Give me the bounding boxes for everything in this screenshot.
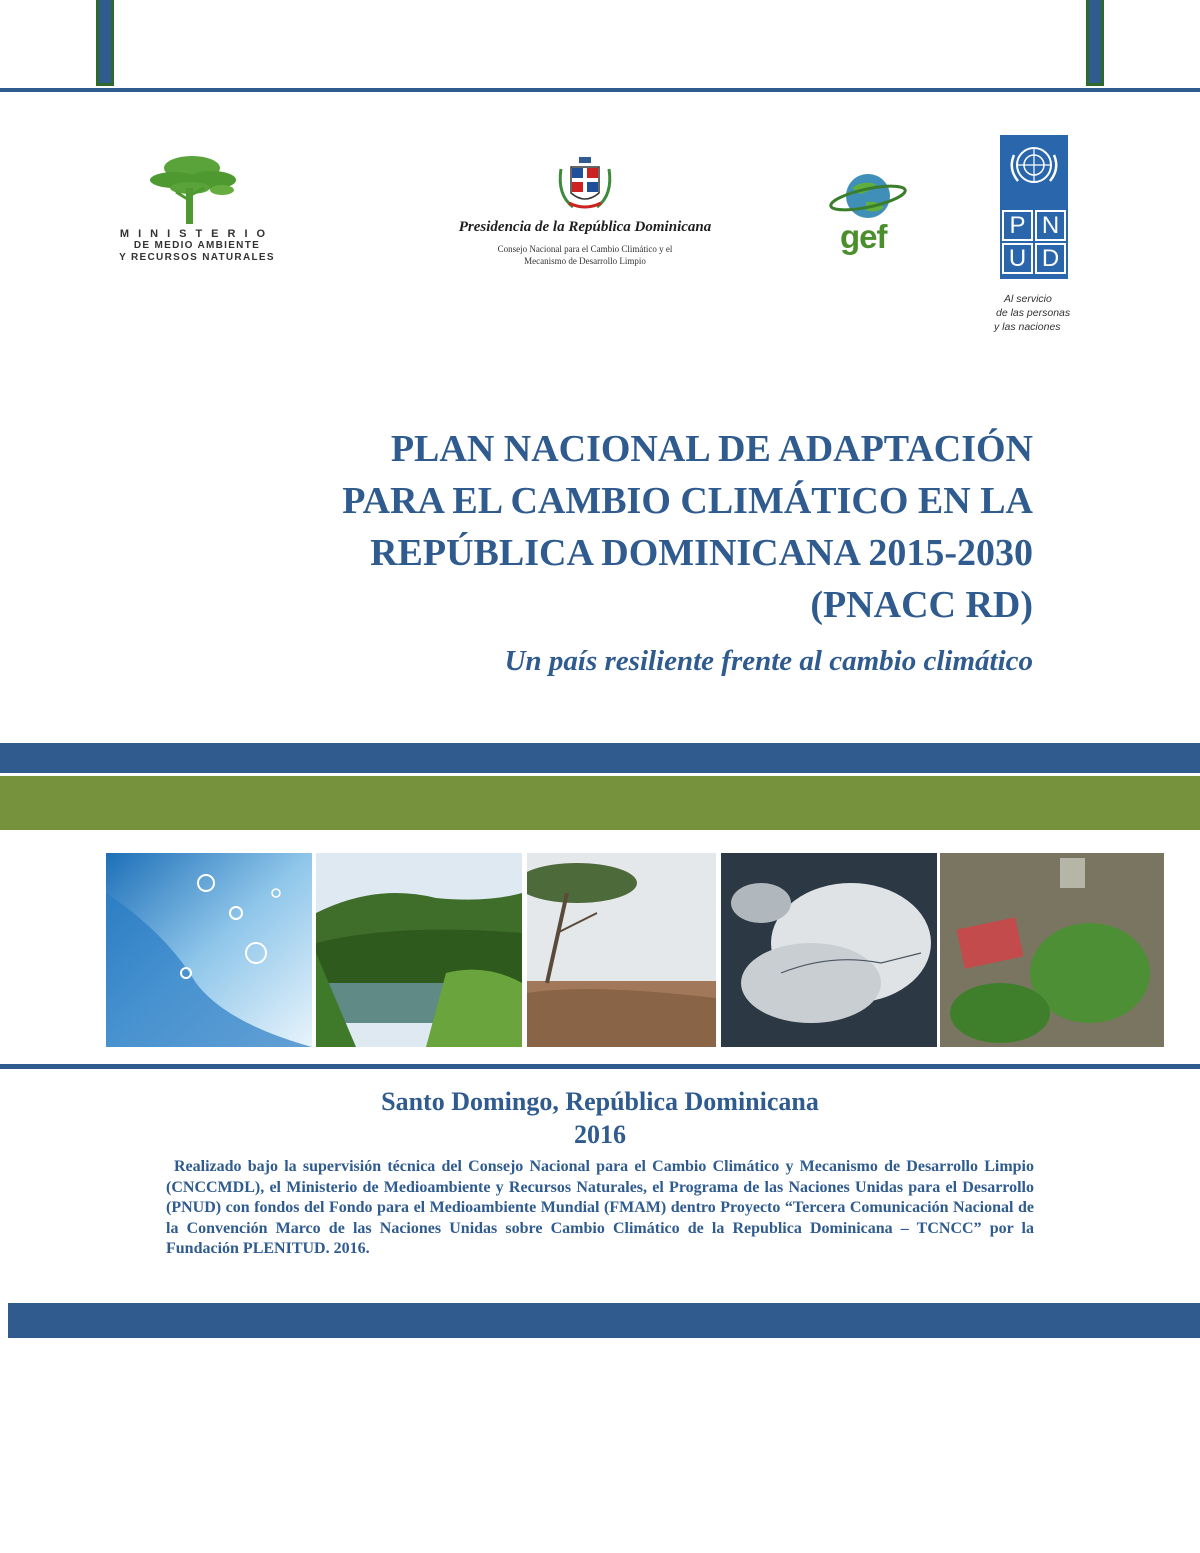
pnud-letter-u: U (1002, 243, 1033, 274)
bottom-band (8, 1303, 1200, 1338)
photo-water (106, 853, 312, 1047)
publication-year: 2016 (574, 1120, 626, 1149)
gef-logo (826, 170, 911, 265)
pnud-letter-d: D (1035, 243, 1066, 274)
top-rule (0, 88, 1200, 92)
ministerio-line1: MINISTERIO (119, 228, 275, 240)
document-subtitle: Un país resiliente frente al cambio climático (504, 645, 1033, 677)
pnud-tag3: y las naciones (994, 321, 1061, 333)
title-line3: REPÚBLICA DOMINICANA 2015-2030 (370, 532, 1033, 574)
blue-band (0, 743, 1200, 773)
pnud-logo (994, 135, 1071, 345)
pnud-tag2: de las personas (996, 307, 1071, 319)
title-line4: (PNACC RD) (810, 584, 1033, 626)
corner-bar-left (96, 0, 114, 86)
presidencia-name: Presidencia de la República Dominicana (458, 219, 712, 235)
green-band (0, 776, 1200, 830)
pnud-tagline (994, 292, 1084, 334)
ministerio-line3: Y RECURSOS NATURALES (119, 252, 275, 263)
photo-flooded-village (940, 853, 1164, 1047)
presidencia-sub2: Mecanismo de Desarrollo Limpio (524, 256, 646, 266)
title-line1: PLAN NACIONAL DE ADAPTACIÓN (390, 428, 1033, 470)
photo-lake-forest (316, 853, 522, 1047)
photo-dry-tree (527, 853, 716, 1047)
document-title (133, 423, 1033, 631)
tree-icon (112, 150, 282, 228)
pnud-letter-n: N (1035, 210, 1066, 241)
presidencia-sub1: Consejo Nacional para el Cambio Climático y el (497, 244, 673, 254)
title-line2: PARA EL CAMBIO CLIMÁTICO EN LA (342, 480, 1033, 522)
coat-of-arms-icon (553, 155, 617, 215)
un-emblem-icon (1000, 135, 1068, 197)
corner-bar-right (1086, 0, 1104, 86)
presidencia-subtitle (440, 243, 730, 267)
ministerio-line2: DE MEDIO AMBIENTE (133, 240, 261, 251)
photo-hurricane-satellite (721, 853, 937, 1047)
middle-rule (0, 1064, 1200, 1069)
pnud-letter-p: P (1002, 210, 1033, 241)
publication-place: Santo Domingo, República Dominicana (381, 1087, 819, 1116)
credits-paragraph: Realizado bajo la supervisión técnica del Consejo Nacional para el Cambio Climático y Mecanismo de Desarrollo Limpio (CNCCMDL), el Ministerio de Medioambiente y Recursos Naturales, el Programa de las Naciones Unidas para el Desarrollo (PNUD) con fondos del Fondo para el Medioambiente Mundial (FMAM) dentro Proyecto “Tercera Comunicación Nacional de la Convención Marco de las Naciones Unidas sobre Cambio Climático de la Republica Dominicana – TCNCC” por la Fundación PLENITUD. 2016. (166, 1158, 1034, 1258)
ministerio-logo (112, 150, 282, 265)
presidencia-logo (440, 155, 730, 275)
pnud-tag1: Al servicio (1004, 293, 1052, 305)
gef-wordmark: gef (840, 218, 887, 255)
ministerio-wordmark (112, 228, 282, 264)
pnud-badge (1000, 135, 1068, 279)
